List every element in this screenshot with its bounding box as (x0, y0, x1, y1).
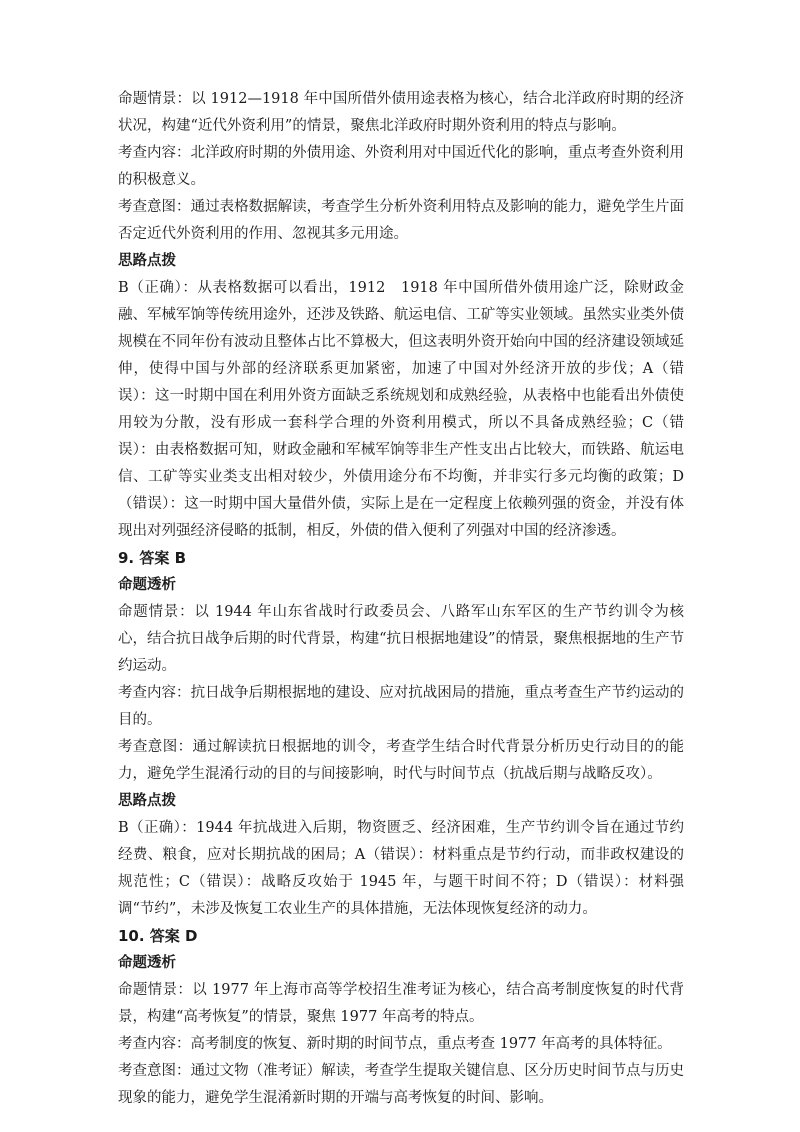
paragraph-intent-8: 考查意图：通过表格数据解读，考查学生分析外资利用特点及影响的能力，避免学生片面否定近代外资利用的作用、忽视其多元用途。 (118, 199, 684, 242)
paragraph-content-8: 考查内容：北洋政府时期的外债用途、外资利用对中国近代化的影响，重点考查外资利用的积极意义。 (118, 145, 684, 188)
heading-analysis-8: 思路点拨 (118, 253, 176, 269)
paragraph-content-10: 考查内容：高考制度的恢复、新时期的时间节点，重点考查 1977 年高考的具体特征。 (118, 1036, 672, 1052)
paragraph-intent-10: 考查意图：通过文物（准考证）解读，考查学生提取关键信息、区分历史时间节点与历史现象的能力，避免学生混淆新时期的开端与高考恢复的时间、影响。 (118, 1063, 684, 1106)
heading-analysis-9: 思路点拨 (118, 793, 176, 809)
paragraph-intent-9: 考查意图：通过解读抗日根据地的训令，考查学生结合时代背景分析历史行动目的的能力，避免学生混淆行动的目的与间接影响，时代与时间节点（抗战后期与战略反攻）。 (118, 739, 684, 782)
document-page (118, 86, 684, 1112)
paragraph-scenario-10: 命题情景：以 1977 年上海市高等学校招生准考证为核心，结合高考制度恢复的时代背景，构建“高考恢复”的情景，聚焦 1977 年高考的特点。 (118, 982, 684, 1025)
paragraph-content-9: 考查内容：抗日战争后期根据地的建设、应对抗战困局的措施，重点考查生产节约运动的目的。 (118, 685, 684, 728)
paragraph-analysis-9: B（正确）：1944 年抗战进入后期，物资匮乏、经济困难，生产节约训令旨在通过节约经费、粮食，应对长期抗战的困局；A（错误）：材料重点是节约行动，而非政权建设的规范性；C（错误）：战略反攻始于 1945 年，与题干时间不符；D（错误）：材料强调“节约”，未涉及恢复工农业生产的具体措施，无法体现恢复经济的动力。 (118, 820, 684, 917)
paragraph-analysis-8: B（正确）：从表格数据可以看出，1912 1918 年中国所借外债用途广泛，除财政金融、军械军饷等传统用途外，还涉及铁路、航运电信、工矿等实业领域。虽然实业类外债规模在不同年份有波动且整体占比不算极大，但这表明外资开始向中国的经济建设领域延伸，使得中国与外部的经济联系更加紧密，加速了中国对外经济开放的步伐；A（错误）：这一时期中国在利用外资方面缺乏系统规划和成熟经验，从表格中也能看出外债使用较为分散，没有形成一套科学合理的外资利用模式，所以不具备成熟经验；C（错误）：由表格数据可知，财政金融和军械军饷等非生产性支出占比较大，而铁路、航运电信、工矿等实业类支出相对较少，外债用途分布不均衡，并非实行多元均衡的政策；D（错误）：这一时期中国大量借外债，实际上是在一定程度上依赖列强的资金，并没有体现出对列强经济侵略的抵制，相反，外债的借入便利了列强对中国的经济渗透。 (118, 280, 684, 539)
heading-design-10: 命题透析 (118, 955, 176, 971)
paragraph-scenario-9: 命题情景：以 1944 年山东省战时行政委员会、八路军山东军区的生产节约训令为核心，结合抗日战争后期的时代背景，构建“抗日根据地建设”的情景，聚焦根据地的生产节约运动。 (118, 604, 684, 674)
answer-9: 9. 答案 B (118, 549, 187, 567)
heading-design-9: 命题透析 (118, 577, 176, 593)
paragraph-scenario-8: 命题情景：以 1912—1918 年中国所借外债用途表格为核心，结合北洋政府时期的经济状况，构建“近代外资利用”的情景，聚焦北洋政府时期外资利用的特点与影响。 (118, 91, 684, 134)
answer-10: 10. 答案 D (118, 927, 198, 945)
